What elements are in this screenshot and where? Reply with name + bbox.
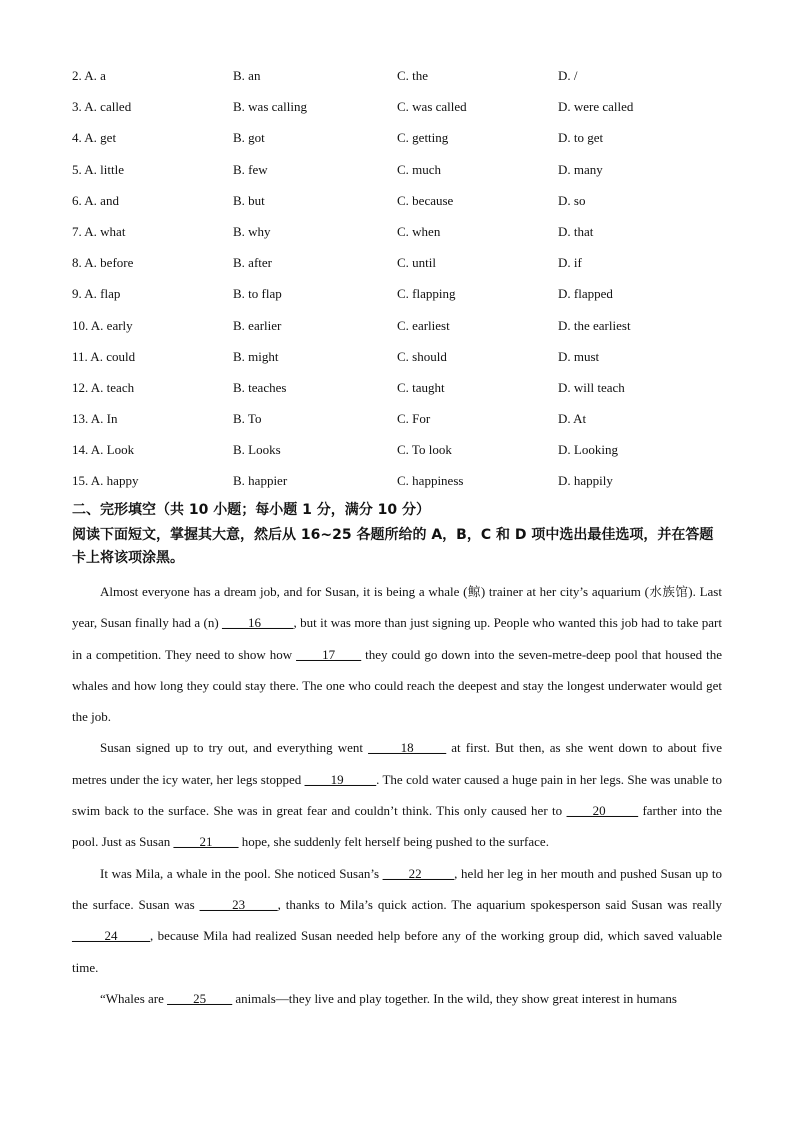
blank-17[interactable]: ____17____ (296, 646, 362, 662)
question-row (72, 284, 732, 315)
blank-22[interactable]: ____22_____ (382, 865, 455, 881)
option-b[interactable]: B. Looks (233, 442, 281, 458)
option-b[interactable]: B. but (233, 192, 265, 208)
section-title: 二、完形填空（共 10 小题；每小题 1 分，满分 10 分） (72, 502, 430, 518)
option-d[interactable]: D. / (558, 68, 578, 83)
option-c[interactable]: C. was called (397, 99, 467, 115)
question-row (72, 66, 732, 97)
passage-paragraph-4: “Whales are ____25____ animals—they live and play together. In the wild, they show great interest in humans (100, 990, 677, 1006)
option-a[interactable]: 14. A. Look (72, 442, 135, 458)
option-b[interactable]: B. teaches (233, 379, 287, 395)
option-a[interactable]: 7. A. what (72, 223, 126, 239)
option-b[interactable]: B. To (233, 411, 262, 427)
option-b[interactable]: B. to flap (233, 286, 282, 302)
passage-paragraph-1: Almost everyone has a dream job, and for Susan, it is being a whale (鲸) trainer at her city’s aquarium (水族馆). Last year, Susan finally had a (n) ____16_____, but it was more than just signing up. People who wanted this job had to take part in a competition. They need to show how ____17____ they could go down into the seven-metre-deep pool that housed the whales and how long they could stay there. The one who could reach the deepest and stay the longest underwater would get the job. (72, 584, 722, 725)
option-c[interactable]: C. getting (397, 130, 449, 146)
option-d[interactable]: D. if (558, 255, 582, 271)
option-a[interactable]: 2. A. a (72, 68, 106, 83)
option-c[interactable]: C. happiness (397, 473, 464, 489)
blank-20[interactable]: ____20_____ (566, 803, 639, 819)
option-d[interactable]: D. so (558, 192, 586, 208)
question-row (72, 409, 732, 440)
answer-options-list (72, 66, 732, 503)
option-d[interactable]: D. will teach (558, 379, 625, 395)
question-row (72, 222, 732, 253)
passage-paragraph-2: Susan signed up to try out, and everything went _____18_____ at first. But then, as she went down to about five metres under the icy water, her legs stopped ____19_____. The cold water caused a huge pain in her legs. She was unable to swim back to the surface. She was in great fear and couldn’t think. This only caused her to ____20_____ farther into the pool. Just as Susan ____21____ hope, she suddenly felt herself being pushed to the surface. (72, 740, 723, 850)
option-b[interactable]: B. happier (233, 473, 288, 489)
blank-24[interactable]: _____24_____ (72, 928, 150, 944)
option-d[interactable]: D. Looking (558, 442, 618, 458)
option-c[interactable]: C. earliest (397, 317, 450, 333)
option-b[interactable]: B. earlier (233, 317, 282, 333)
option-a[interactable]: 8. A. before (72, 255, 134, 271)
blank-25[interactable]: ____25____ (167, 990, 233, 1006)
blank-21[interactable]: ____21____ (173, 834, 239, 850)
option-d[interactable]: D. that (558, 223, 594, 239)
option-b[interactable]: B. got (233, 130, 265, 146)
option-c[interactable]: C. because (397, 192, 454, 208)
section-instruction: 阅读下面短文，掌握其大意，然后从 16~25 各题所给的 A，B，C 和 D 项中选出最佳选项，并在答题卡上将该项涂黑。 (72, 527, 714, 566)
option-c[interactable]: C. To look (397, 442, 452, 458)
blank-16[interactable]: ____16_____ (222, 615, 294, 631)
option-a[interactable]: 15. A. happy (72, 473, 139, 489)
blank-23[interactable]: _____23_____ (199, 896, 278, 912)
option-d[interactable]: D. many (558, 161, 603, 177)
blank-19[interactable]: ____19_____ (304, 771, 377, 787)
question-row (72, 253, 732, 284)
cjk-gloss: 鲸 (467, 584, 481, 599)
option-d[interactable]: D. happily (558, 473, 613, 489)
question-row (72, 191, 732, 222)
option-d[interactable]: D. flapped (558, 286, 613, 302)
option-c[interactable]: C. until (397, 255, 437, 271)
option-c[interactable]: C. flapping (397, 286, 456, 302)
option-d[interactable]: D. to get (558, 130, 604, 146)
cloze-passage (72, 576, 722, 1014)
option-c[interactable]: C. much (397, 161, 442, 177)
question-row (72, 440, 732, 471)
option-b[interactable]: B. was calling (233, 99, 308, 115)
question-row (72, 316, 732, 347)
cjk-gloss: 水族馆 (648, 584, 689, 599)
option-a[interactable]: 4. A. get (72, 130, 117, 146)
question-row (72, 347, 732, 378)
question-row (72, 471, 732, 502)
option-a[interactable]: 12. A. teach (72, 379, 135, 395)
option-a[interactable]: 10. A. early (72, 317, 133, 333)
passage-paragraph-3: It was Mila, a whale in the pool. She noticed Susan’s ____22_____, held her leg in her mouth and pushed Susan up to the surface. Susan was _____23_____, thanks to Mila’s quick action. The aquarium spokesperson said Susan was really _____24_____, because Mila had realized Susan needed help before any of the working group did, which saved valuable time. (72, 865, 722, 975)
question-row (72, 160, 732, 191)
blank-18[interactable]: _____18_____ (368, 740, 447, 756)
option-d[interactable]: D. the earliest (558, 317, 631, 333)
option-c[interactable]: C. taught (397, 379, 445, 395)
option-b[interactable]: B. why (233, 223, 271, 239)
option-b[interactable]: B. few (233, 161, 268, 177)
option-a[interactable]: 6. A. and (72, 192, 119, 208)
option-a[interactable]: 5. A. little (72, 161, 124, 177)
option-b[interactable]: B. might (233, 348, 279, 364)
option-c[interactable]: C. when (397, 223, 441, 239)
question-row (72, 97, 732, 128)
question-row (72, 128, 732, 159)
option-d[interactable]: D. At (558, 411, 587, 427)
option-b[interactable]: B. an (233, 68, 261, 83)
option-d[interactable]: D. were called (558, 99, 634, 115)
option-a[interactable]: 11. A. could (72, 348, 136, 364)
option-c[interactable]: C. should (397, 348, 447, 364)
option-a[interactable]: 3. A. called (72, 99, 132, 115)
question-row (72, 378, 732, 409)
option-c[interactable]: C. For (397, 411, 431, 427)
option-b[interactable]: B. after (233, 255, 272, 271)
option-d[interactable]: D. must (558, 348, 600, 364)
option-a[interactable]: 9. A. flap (72, 286, 121, 302)
option-a[interactable]: 13. A. In (72, 411, 118, 427)
option-c[interactable]: C. the (397, 68, 429, 83)
